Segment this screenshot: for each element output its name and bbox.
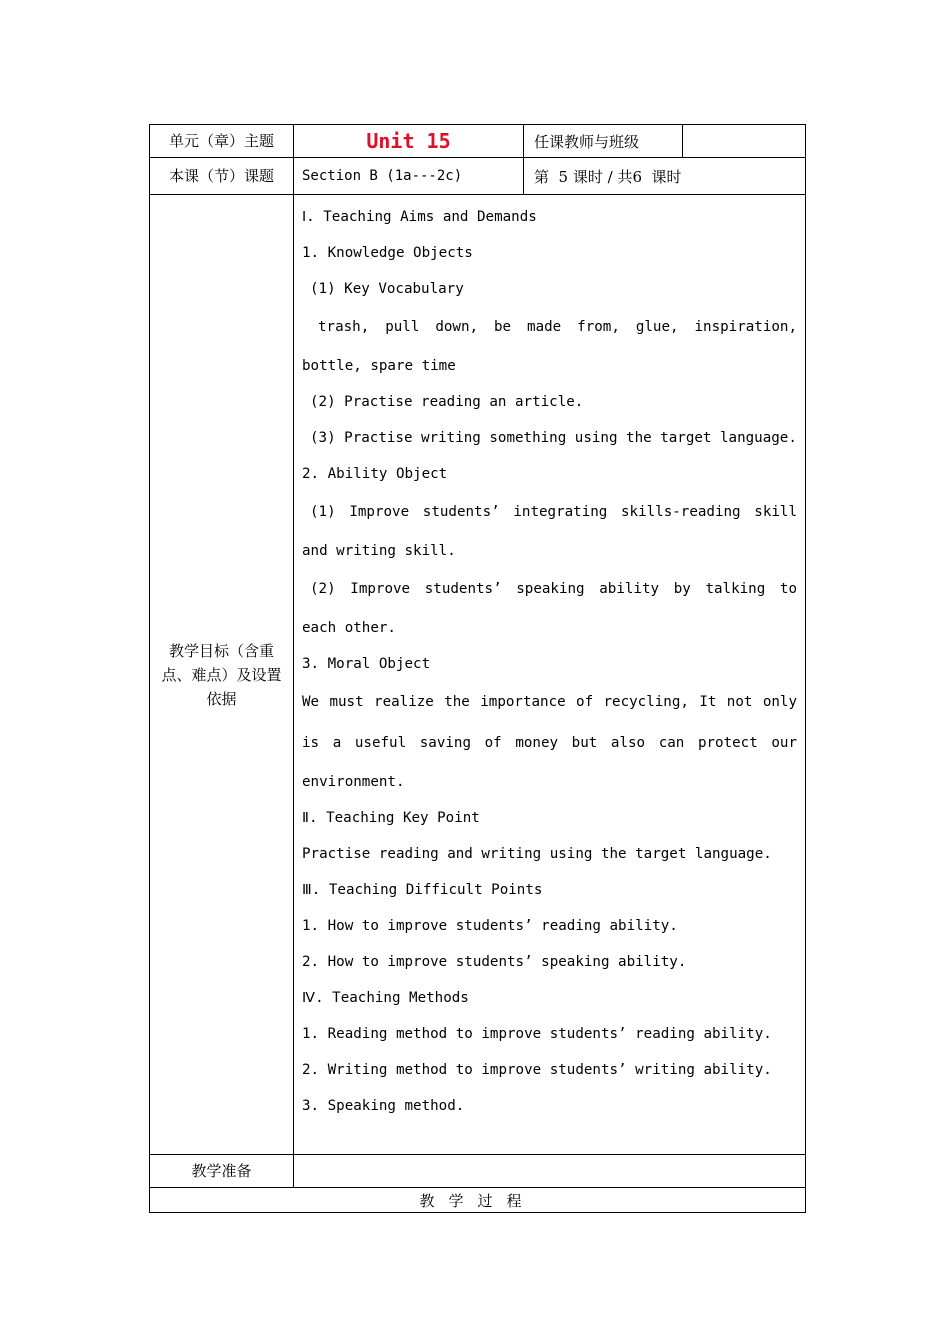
heading-aims: Ⅰ. Teaching Aims and Demands xyxy=(302,209,537,225)
objectives-content xyxy=(294,195,806,1155)
lesson-plan-table xyxy=(149,124,806,1213)
moral-line-2: is a useful saving of money but also can protect our xyxy=(302,735,797,751)
ability-line-1: (1) Improve students’ integrating skills-reading skill xyxy=(310,504,797,520)
unit-title: Unit 15 xyxy=(294,125,524,158)
ability-line-3: (2) Improve students’ speaking ability by talking to xyxy=(310,581,797,597)
heading-difficult-points: Ⅲ. Teaching Difficult Points xyxy=(302,882,543,898)
lesson-value: Section B (1a---2c) xyxy=(294,158,524,195)
unit-row xyxy=(150,125,806,158)
objectives-label: 教学目标（含重点、难点）及设置依据 xyxy=(150,195,294,1155)
knowledge-objects: 1. Knowledge Objects xyxy=(302,245,473,261)
moral-line-3: environment. xyxy=(302,774,405,790)
practise-writing: (3) Practise writing something using the target language. xyxy=(310,430,797,446)
unit-label: 单元（章）主题 xyxy=(150,125,294,158)
ability-object: 2. Ability Object xyxy=(302,466,448,482)
moral-line-1: We must realize the importance of recycling, It not only xyxy=(302,694,797,710)
key-point-line: Practise reading and writing using the target language. xyxy=(302,846,772,862)
preparation-row xyxy=(150,1155,806,1188)
ability-line-2: and writing skill. xyxy=(302,543,456,559)
teacher-value xyxy=(683,125,806,158)
preparation-value xyxy=(294,1155,806,1188)
key-vocabulary: (1) Key Vocabulary xyxy=(310,281,464,297)
heading-methods: Ⅳ. Teaching Methods xyxy=(302,990,469,1006)
vocabulary-line-2: bottle, spare time xyxy=(302,358,456,374)
practise-reading: (2) Practise reading an article. xyxy=(310,394,584,410)
heading-key-point: Ⅱ. Teaching Key Point xyxy=(302,810,480,826)
lesson-row xyxy=(150,158,806,195)
ability-line-4: each other. xyxy=(302,620,396,636)
method-3: 3. Speaking method. xyxy=(302,1098,465,1114)
method-1: 1. Reading method to improve students’ reading ability. xyxy=(302,1026,772,1042)
process-row xyxy=(150,1188,806,1213)
difficult-point-1: 1. How to improve students’ reading ability. xyxy=(302,918,678,934)
objectives-row xyxy=(150,195,806,1155)
difficult-point-2: 2. How to improve students’ speaking ability. xyxy=(302,954,687,970)
process-label: 教学过程 xyxy=(150,1188,806,1213)
lesson-label: 本课（节）课题 xyxy=(150,158,294,195)
moral-object: 3. Moral Object xyxy=(302,656,431,672)
period-value: 第 5 课时 / 共6 课时 xyxy=(524,158,806,195)
method-2: 2. Writing method to improve students’ writing ability. xyxy=(302,1062,772,1078)
vocabulary-line-1: trash, pull down, be made from, glue, inspiration, xyxy=(318,319,797,335)
preparation-label: 教学准备 xyxy=(150,1155,294,1188)
teacher-label: 任课教师与班级 xyxy=(524,125,683,158)
